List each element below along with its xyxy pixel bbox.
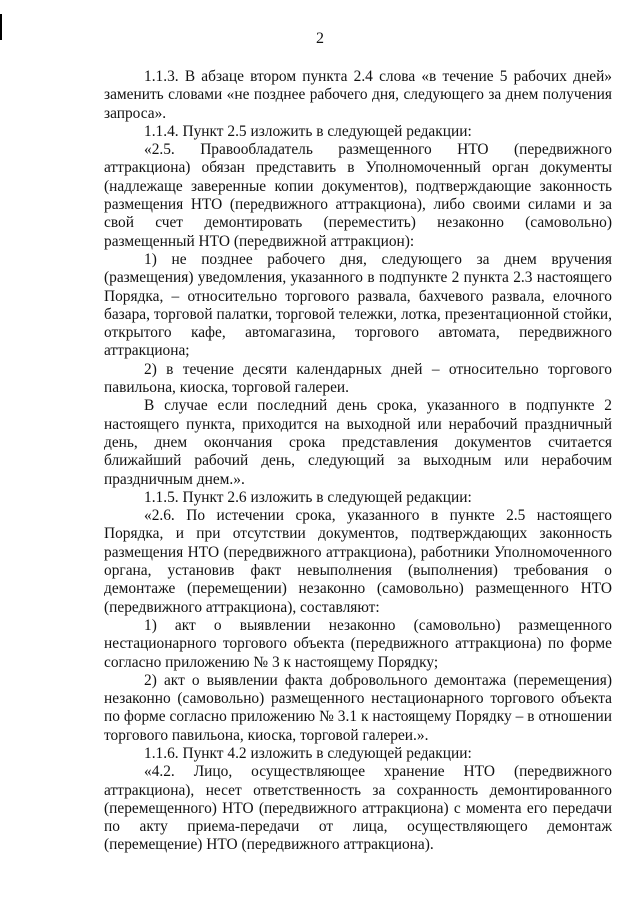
paragraph-4-2: «4.2. Лицо, осуществляющее хранение НТО (передвижного аттракциона), несет ответственность за сохранность демонтированного (перемещенного) НТО (передвижного аттракциона) с момента его передачи по акту приема-передачи от лица, осуществляющего демонтаж (перемещение) НТО (передвижного аттракциона). bbox=[104, 763, 612, 854]
paragraph-1-1-5: 1.1.5. Пункт 2.6 изложить в следующей редакции: bbox=[144, 488, 472, 506]
paragraph-2-5-item-1: 1) не позднее рабочего дня, следующего за днем вручения (размещения) уведомления, указанного в подпункте 2 пункта 2.3 настоящего Порядка, – относительно торгового развала, бахчевого развала, елочного базара, торговой палатки, торговой тележки, лотка, презентационной стойки, открытого кафе, автомагазина, торгового автомата, передвижного аттракциона; bbox=[104, 250, 612, 360]
page-number: 2 bbox=[316, 30, 324, 47]
paragraph-2-6: «2.6. По истечении срока, указанного в пункте 2.5 настоящего Порядка, и при отсутствии документов, подтверждающих законность размещения НТО (передвижного аттракциона), работники Уполномоченного органа, установив факт невыполнения (выполнения) требования о демонтаже (перемещении) незаконно (самовольно) размещенного НТО (передвижного аттракциона), составляют: bbox=[104, 507, 612, 616]
paragraph-2-5: «2.5. Правообладатель размещенного НТО (передвижного аттракциона) обязан представить в Уполномоченный орган документы (надлежаще заверенные копии документов), подтверждающие законность размещения НТО (передвижного аттракциона), либо своими силами и за свой счет демонтировать (переместить) незаконно (самовольно) размещенный НТО (передвижной аттракцион): bbox=[104, 141, 612, 250]
paragraph-2-6-item-2: 2) акт о выявлении факта добровольного демонтажа (перемещения) незаконно (самовольно) размещенного нестационарного торгового объекта по форме согласно приложению № 3.1 к настоящему Порядку – в отношении торгового павильона, киоска, торговой галереи.». bbox=[104, 671, 612, 744]
paragraph-1-1-6: 1.1.6. Пункт 4.2 изложить в следующей редакции: bbox=[144, 744, 472, 762]
paragraph-2-5-item-2: 2) в течение десяти календарных дней – относительно торгового павильона, киоска, торговой галереи. bbox=[104, 360, 612, 397]
paragraph-1-1-4: 1.1.4. Пункт 2.5 изложить в следующей редакции: bbox=[144, 122, 472, 140]
paragraph-2-6-item-1: 1) акт о выявлении незаконно (самовольно) размещенного нестационарного торгового объекта (передвижного аттракциона) по форме согласно приложению № 3 к настоящему Порядку; bbox=[104, 616, 612, 671]
paragraph-2-5-note: В случае если последний день срока, указанного в подпункте 2 настоящего пункта, приходится на выходной или нерабочий праздничный день, днем окончания срока представления документов считается ближайший рабочий день, следующий за выходным или нерабочим праздничным днем.». bbox=[104, 397, 612, 488]
document-body bbox=[104, 68, 612, 855]
paragraph-1-1-3: 1.1.3. В абзаце втором пункта 2.4 слова «в течение 5 рабочих дней» заменить словами «не позднее рабочего дня, следующего за днем получения запроса». bbox=[104, 68, 612, 122]
